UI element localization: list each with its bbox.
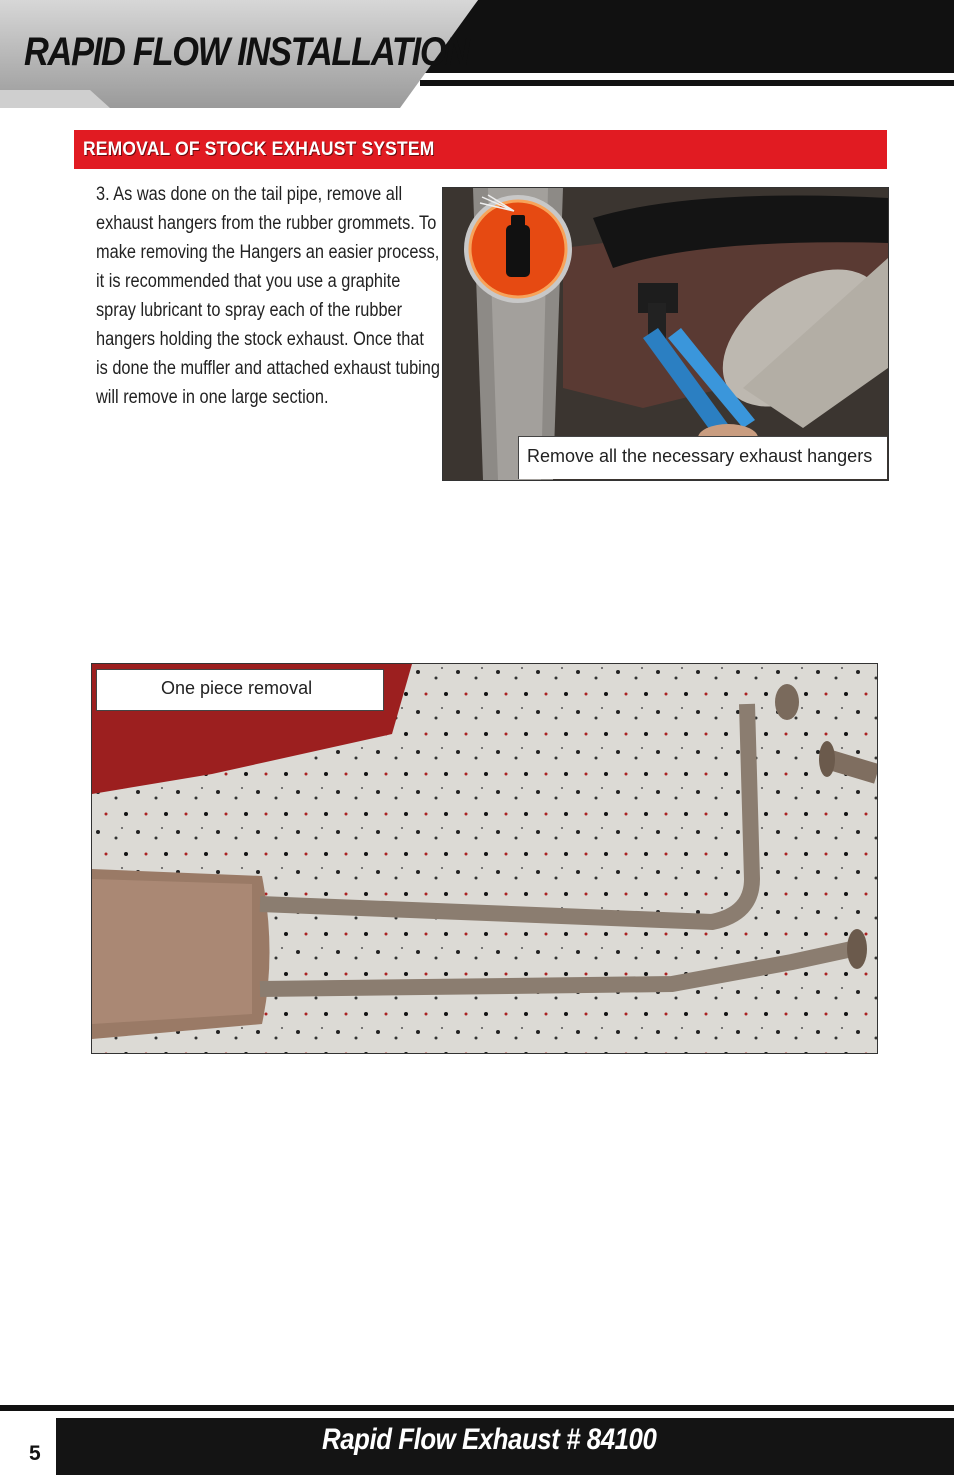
step-instructions (96, 180, 441, 412)
page-number: 5 (0, 1418, 56, 1475)
one-piece-removal-photo (91, 663, 878, 1054)
spray-lubricant-icon (462, 193, 574, 305)
step-3-paragraph: 3. As was done on the tail pipe, remove all exhaust hangers from the rubber grommets. To make removing the Hangers an easier process, it is recommended that you use a graphite spray lubricant to spray each of the rubber hangers holding the stock exhaust. Once that is done the muffler and attached exhaust tubing will remove in one large section. (96, 184, 440, 408)
photo-caption-one-piece: One piece removal (96, 669, 384, 711)
photo-caption-hangers: Remove all the necessary exhaust hangers (518, 436, 887, 479)
footer-product-title: Rapid Flow Exhaust # 84100 (322, 1423, 657, 1456)
footer-rule (0, 1405, 954, 1411)
section-heading: REMOVAL OF STOCK EXHAUST SYSTEM (83, 139, 435, 160)
page-header (0, 0, 954, 120)
page-title: RAPID FLOW INSTALLATION (24, 30, 469, 74)
section-heading-bar (74, 130, 887, 169)
page-footer (0, 1405, 954, 1475)
